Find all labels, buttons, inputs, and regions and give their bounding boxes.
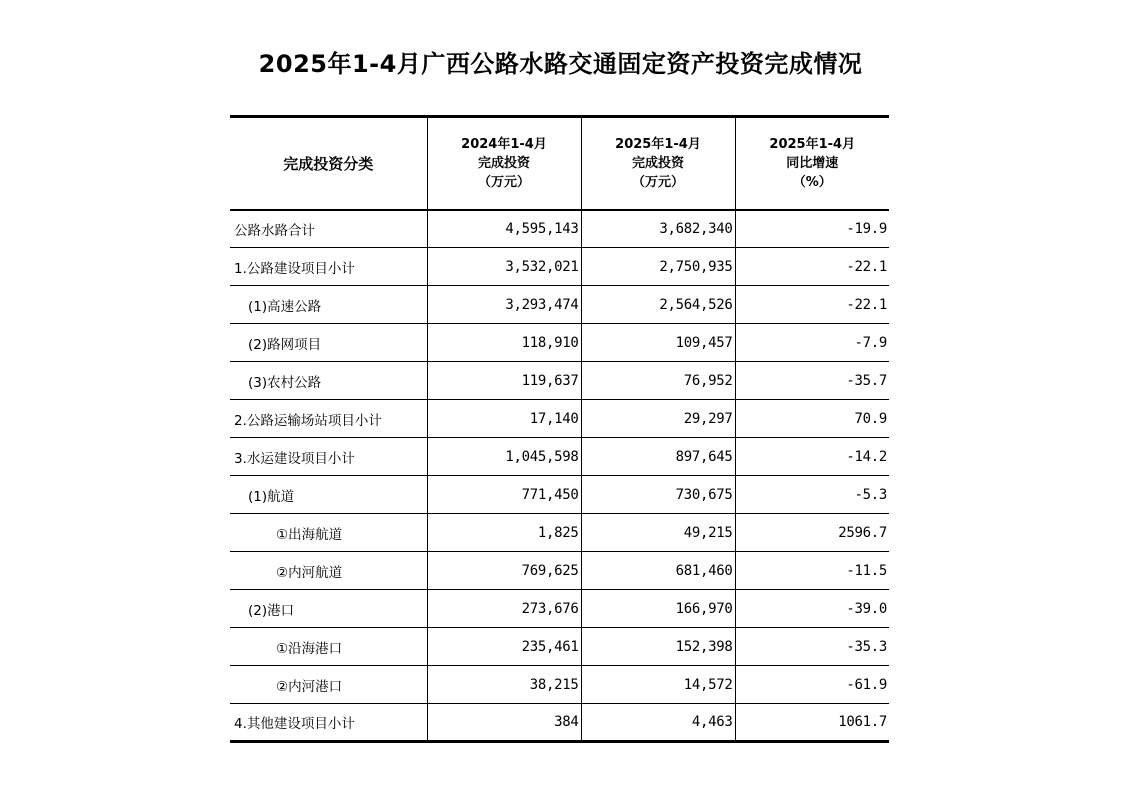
- row-2024-value: 1,045,598: [427, 438, 581, 476]
- row-2024-value: 235,461: [427, 628, 581, 666]
- row-category: (3)农村公路: [230, 362, 427, 400]
- row-category: ①沿海港口: [230, 628, 427, 666]
- row-2024-value: 273,676: [427, 590, 581, 628]
- row-growth: -14.2: [735, 438, 889, 476]
- row-category: (2)港口: [230, 590, 427, 628]
- row-2025-value: 166,970: [581, 590, 735, 628]
- row-2025-value: 3,682,340: [581, 210, 735, 248]
- row-2024-value: 3,293,474: [427, 286, 581, 324]
- row-category: 3.水运建设项目小计: [230, 438, 427, 476]
- row-2025-value: 109,457: [581, 324, 735, 362]
- header-2025-investment: 2025年1-4月 完成投资 （万元）: [581, 117, 735, 210]
- row-growth: -19.9: [735, 210, 889, 248]
- row-category: ②内河港口: [230, 666, 427, 704]
- row-growth: -61.9: [735, 666, 889, 704]
- row-2025-value: 2,564,526: [581, 286, 735, 324]
- table-row: [230, 514, 889, 552]
- table-row: [230, 666, 889, 704]
- row-category: ②内河航道: [230, 552, 427, 590]
- row-growth: -22.1: [735, 248, 889, 286]
- row-growth: -39.0: [735, 590, 889, 628]
- row-growth: -11.5: [735, 552, 889, 590]
- row-2025-value: 29,297: [581, 400, 735, 438]
- row-category: (1)航道: [230, 476, 427, 514]
- table-row: [230, 704, 889, 742]
- row-2024-value: 771,450: [427, 476, 581, 514]
- table-row: [230, 248, 889, 286]
- row-2024-value: 3,532,021: [427, 248, 581, 286]
- row-growth: -35.3: [735, 628, 889, 666]
- row-2025-value: 152,398: [581, 628, 735, 666]
- row-category: (2)路网项目: [230, 324, 427, 362]
- table-row: [230, 552, 889, 590]
- table-row: [230, 362, 889, 400]
- row-2024-value: 1,825: [427, 514, 581, 552]
- row-category: 公路水路合计: [234, 222, 315, 239]
- row-2024-value: 17,140: [427, 400, 581, 438]
- row-category: (1)高速公路: [230, 286, 427, 324]
- table-row: [230, 438, 889, 476]
- header-2024-investment: 2024年1-4月 完成投资 （万元）: [427, 117, 581, 210]
- table-row: [230, 324, 889, 362]
- row-2024-value: 4,595,143: [427, 210, 581, 248]
- row-growth: -35.7: [735, 362, 889, 400]
- row-growth: -5.3: [735, 476, 889, 514]
- table-row: [230, 628, 889, 666]
- row-2025-value: 2,750,935: [581, 248, 735, 286]
- row-growth: -22.1: [735, 286, 889, 324]
- row-growth: -7.9: [735, 324, 889, 362]
- row-category: 1.公路建设项目小计: [230, 248, 427, 286]
- row-2024-value: 118,910: [427, 324, 581, 362]
- page-title: 2025年1-4月广西公路水路交通固定资产投资完成情况: [258, 50, 863, 78]
- row-2025-value: 897,645: [581, 438, 735, 476]
- table-row: [230, 210, 889, 248]
- row-2025-value: 14,572: [581, 666, 735, 704]
- row-2025-value: 681,460: [581, 552, 735, 590]
- row-growth: 1061.7: [735, 704, 889, 742]
- table-row: [230, 476, 889, 514]
- row-2025-value: 76,952: [581, 362, 735, 400]
- row-2024-value: 769,625: [427, 552, 581, 590]
- row-growth: 70.9: [735, 400, 889, 438]
- row-2025-value: 4,463: [581, 704, 735, 742]
- table-row: [230, 286, 889, 324]
- header-growth-rate: 2025年1-4月 同比增速 （%）: [735, 117, 889, 210]
- row-2024-value: 38,215: [427, 666, 581, 704]
- table-row: [230, 590, 889, 628]
- row-category: 2.公路运输场站项目小计: [230, 400, 427, 438]
- header-category: 完成投资分类: [230, 117, 427, 210]
- table-row: [230, 400, 889, 438]
- row-2024-value: 119,637: [427, 362, 581, 400]
- row-growth: 2596.7: [735, 514, 889, 552]
- row-category: 4.其他建设项目小计: [230, 704, 427, 742]
- row-category: ①出海航道: [230, 514, 427, 552]
- row-2024-value: 384: [427, 704, 581, 742]
- row-2025-value: 730,675: [581, 476, 735, 514]
- investment-table: [230, 115, 889, 743]
- row-2025-value: 49,215: [581, 514, 735, 552]
- table-header-row: [230, 117, 889, 210]
